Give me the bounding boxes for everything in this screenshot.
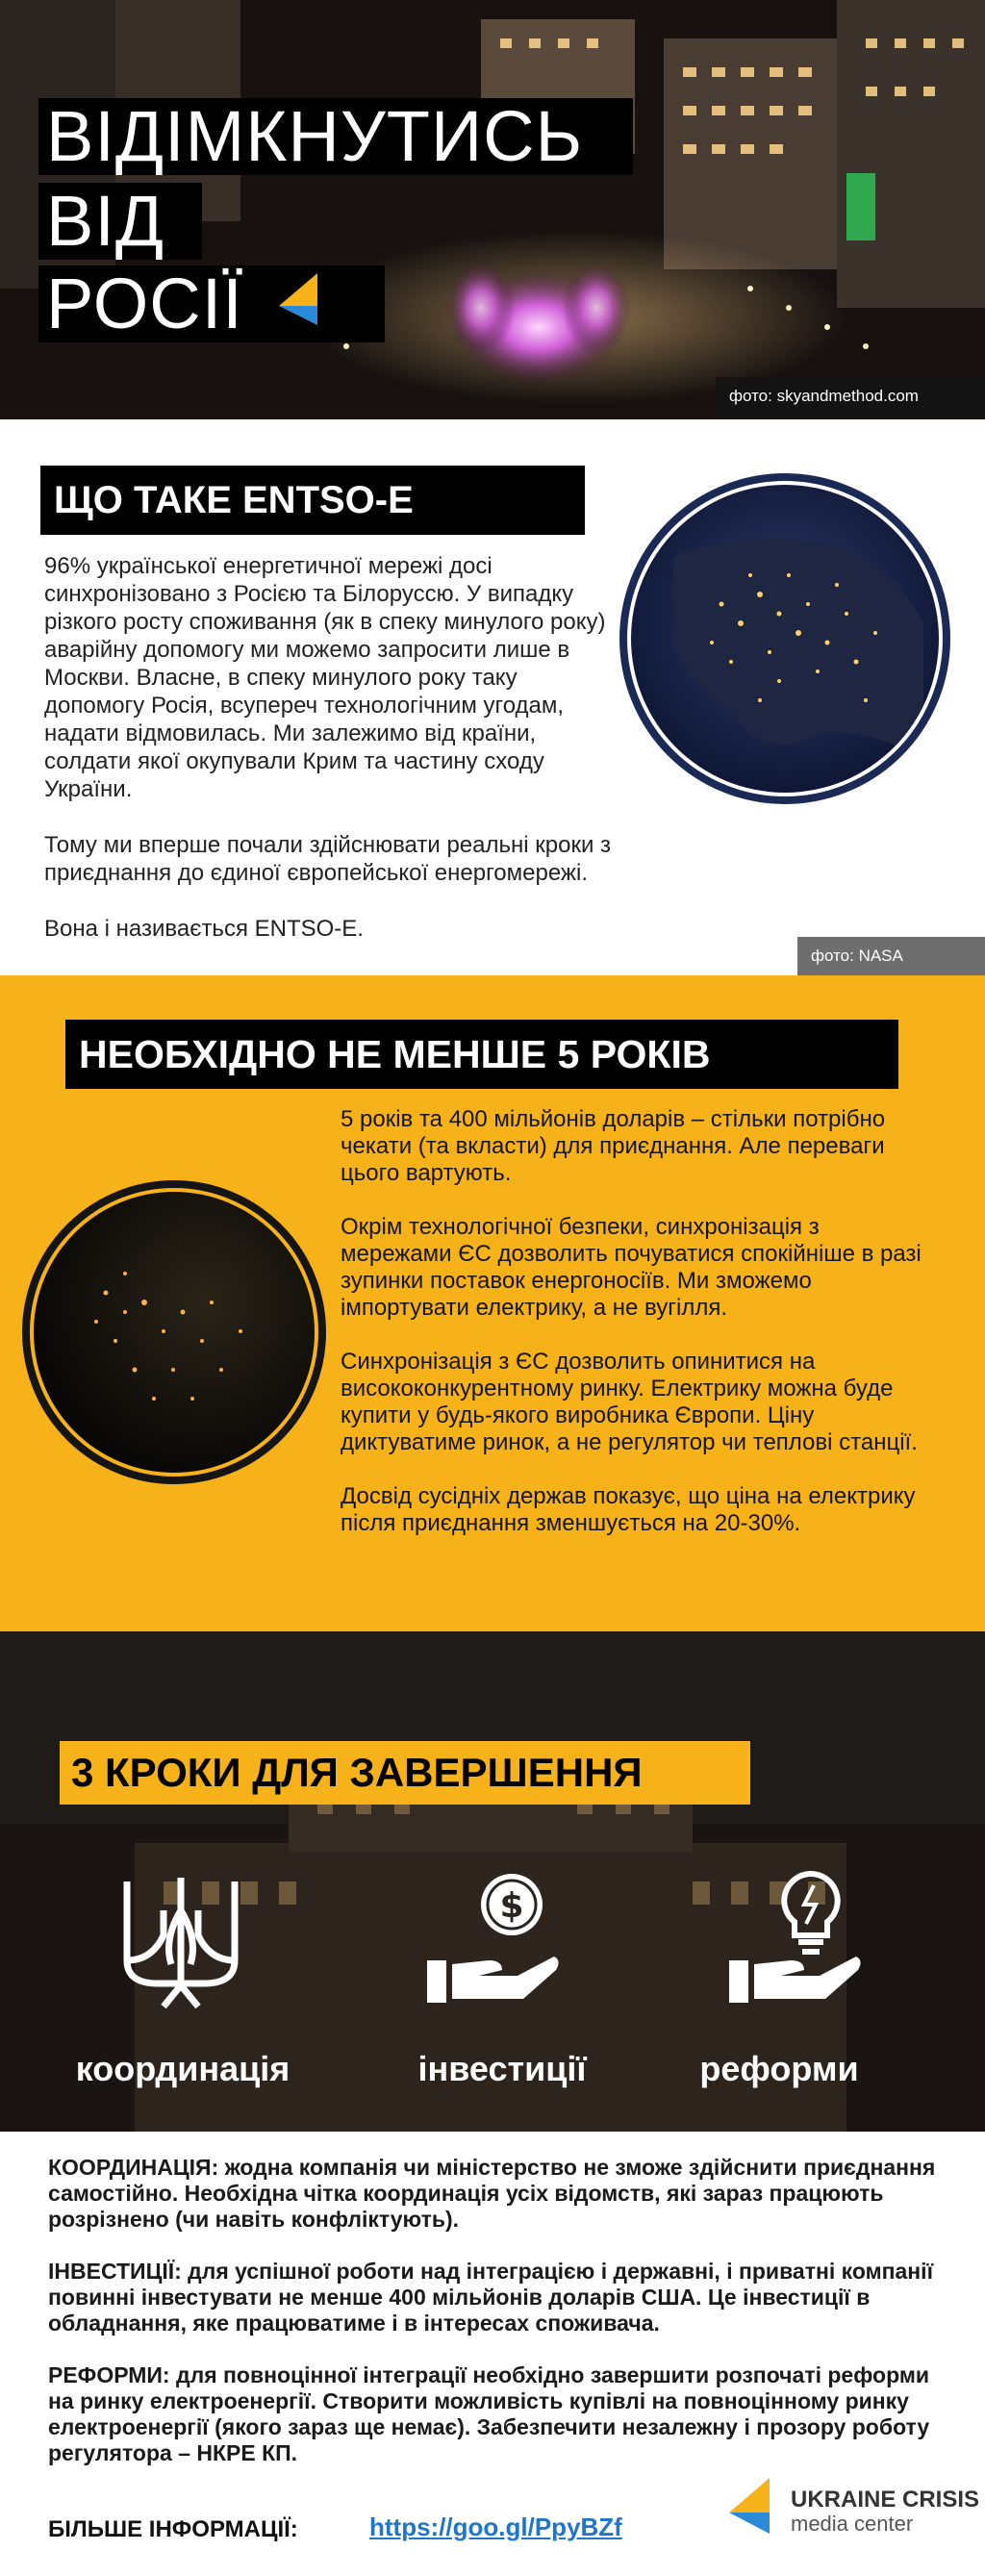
earth-night-satellite-photo xyxy=(19,1177,329,1487)
details-paragraph-coordination: КООРДИНАЦІЯ: жодна компанія чи міністерство не зможе здійснити приєднання самостійно. Необхідна чітка координація усіх відомств, які зараз працюють розрізнено (чи навіть конфліктують). xyxy=(48,2155,936,2232)
details-paragraph-investments: ІНВЕСТИЦІЇ: для успішної роботи над інтеграцією і державні, і приватні компанії повинні інвестувати не менше 400 мільйонів доларів США. Це інвестиції в обладнання, яке працюватиме і в інтересах споживача. xyxy=(48,2259,934,2336)
hero-section xyxy=(0,0,985,419)
more-info-label: БІЛЬШЕ ІНФОРМАЦІЇ: xyxy=(48,2516,298,2542)
steps-heading: 3 КРОКИ ДЛЯ ЗАВЕРШЕННЯ xyxy=(60,1741,750,1805)
step-label-investments: інвестиції xyxy=(417,2049,587,2088)
hero-title-line-3: РОСІЇ xyxy=(38,265,385,342)
five-years-paragraph: 5 років та 400 мільйонів доларів – стільки потрібно чекати (та вкласти) для приєднання. Але переваги цього вартують. xyxy=(341,1106,886,1186)
five-years-paragraph: Синхронізація з ЄС дозволить опинитися на висококонкурентному ринку. Електрику можна буде купити у будь-якого виробника Європи. Ціну диктуватиме ринок, а не регулятор чи теплові станції. xyxy=(341,1349,918,1455)
svg-text:$: $ xyxy=(499,1886,524,1926)
europe-night-satellite-photo xyxy=(616,469,954,808)
ucmc-logo-icon xyxy=(723,2474,787,2538)
five-years-heading: НЕОБХІДНО НЕ МЕНШЕ 5 РОКІВ xyxy=(65,1020,898,1089)
entso-photo-credit: фото: NASA xyxy=(797,937,985,975)
ucmc-logo-icon xyxy=(271,267,335,331)
five-years-section xyxy=(0,975,985,1631)
step-label-reforms: реформи xyxy=(699,2049,859,2088)
entso-paragraph: Тому ми вперше почали здійснювати реальні кроки з приєднання до єдиної європейської енергомережі. xyxy=(44,832,612,886)
five-years-paragraph: Досвід сусідніх держав показує, що ціна на електрику після приєднання зменшується на 20-30%. xyxy=(341,1483,916,1536)
dollar-hand-icon xyxy=(421,1868,566,2012)
ucmc-name-line1: UKRAINE CRISIS xyxy=(791,2487,980,2513)
five-years-paragraph: Окрім технологічної безпеки, синхронізація з мережами ЄС дозволить почуватися спокійніше в разі зупинки поставок енергоносіїв. Ми зможемо імпортувати електрику, а не вугілля. xyxy=(341,1214,922,1321)
lightbulb-hand-icon xyxy=(723,1868,868,2012)
hero-title-line-2: ВІД xyxy=(38,183,202,260)
steps-section xyxy=(0,1631,985,2132)
hero-title-line-1: ВІДІМКНУТИСЬ xyxy=(38,98,633,175)
five-years-text xyxy=(341,1106,929,1564)
details-paragraph-reforms: РЕФОРМИ: для повноцінної інтеграції необхідно завершити розпочаті реформи на ринку електроенергії. Створити можливість купівлі на повноцінному ринку електроенергії (якого зараз ще немає). Забезпечити незалежну і прозору роботу регулятора – НКРЕ КП. xyxy=(48,2362,930,2465)
ucmc-wordmark xyxy=(791,2488,979,2536)
details-section xyxy=(0,2132,985,2576)
details-text xyxy=(48,2155,952,2492)
entso-paragraph: 96% української енергетичної мережі досі синхронізовано з Росією та Білоруссю. У випадку різкого росту споживання (як в спеку минулого року) аварійну допомогу ми можемо запросити лише в Москви. Власне, в спеку минулого року таку допомогу Росія, всупереч технологічним угодам, надати відмовилась. Ми залежимо від країни, солдати якої окупували Крим та частину сходу України. xyxy=(44,553,606,802)
entso-text xyxy=(44,552,616,971)
entso-heading: ЩО ТАКЕ ENTSO-E xyxy=(40,466,585,535)
entso-section xyxy=(0,419,985,975)
step-label-coordination: координація xyxy=(75,2049,290,2088)
ucmc-name-line2: media center xyxy=(791,2512,914,2536)
more-info-link[interactable]: https://goo.gl/PpyBZf xyxy=(369,2513,622,2541)
entso-paragraph: Вона і називається ENTSO-E. xyxy=(44,916,364,942)
hero-photo-credit: фото: skyandmethod.com xyxy=(716,377,985,416)
trident-icon xyxy=(114,1872,248,2016)
